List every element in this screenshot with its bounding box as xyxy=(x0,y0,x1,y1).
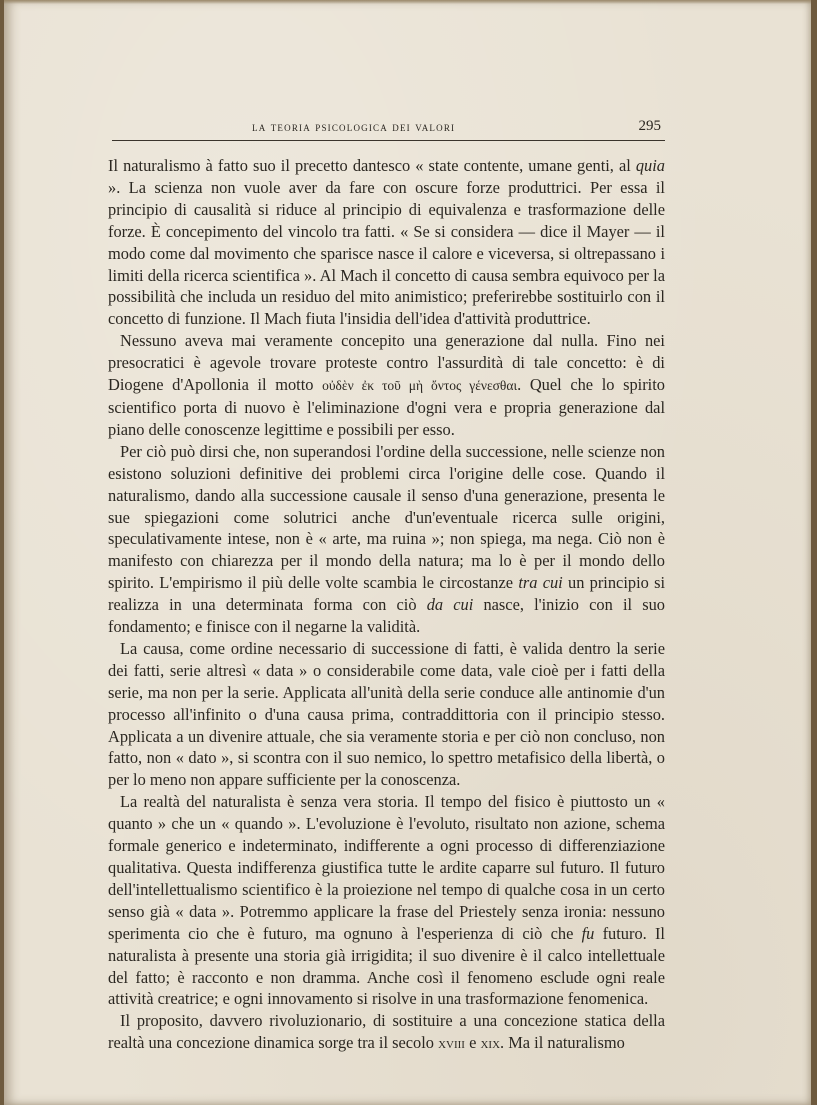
paragraph-text: Il naturalismo à fatto suo il precetto dantesco « state contente, umane genti, al xyxy=(108,156,636,175)
paragraph-4 xyxy=(108,638,665,791)
paragraph-1 xyxy=(108,155,665,330)
paragraph-text: futuro. Il naturalista à presente una storia già irrigidita; il suo divenire è il calco intellettuale del fatto; è racconto e non dramma. Anche così il fenomeno esclude ogni reale attività creatrice; e ogni innovamento si risolve in una trasformazione fenomenica. xyxy=(108,923,665,1009)
page-top-edge xyxy=(4,0,811,4)
page-number: 295 xyxy=(638,118,661,134)
italic-text: fu xyxy=(581,923,595,943)
running-title: la teoria psicologica dei valori xyxy=(252,120,456,134)
paragraph-2 xyxy=(108,330,665,441)
italic-text: quia xyxy=(635,156,665,175)
paragraph-text: un principio si realizza in una determinata forma con ciò xyxy=(108,573,666,615)
paragraph-text: . Ma il naturalismo xyxy=(500,1033,625,1053)
italic-text: da cui xyxy=(426,595,474,615)
paragraph-text: e xyxy=(464,1033,481,1053)
greek-quote: οὐδὲν ἐκ τοῦ μὴ ὄντος γένεσθαι xyxy=(322,378,518,394)
paragraph-5 xyxy=(108,791,665,1010)
paragraph-3 xyxy=(108,441,665,638)
century-numeral: xviii xyxy=(438,1033,465,1053)
paragraph-text: ». La scienza non vuole aver da fare con oscure forze produttrici. Per essa il principio di causalità si riduce al principio di equivalenza e trasformazione delle forze. È concepimento del vincolo tra fatti. « Se si considera — dice il Mayer — il modo come dal movimento che sparisce nasce il calore e viceversa, si oltrepassano i limiti della ricerca scientifica ». Al Mach il concetto di causa sembra equivoco per la possibilità che includa un residuo del mito animistico; preferirebbe sostituirlo con il concetto di funzione. Il Mach fiuta l'insidia dell'idea d'attività produttrice. xyxy=(108,177,665,329)
paragraph-text: La realtà del naturalista è senza vera storia. Il tempo del fisico è piuttosto un « quanto » che un « quando ». L'evoluzione è l'evoluto, risultato non azione, schema formale generico e indeterminato, indifferente a ogni processo di differenziazione qualitativa. Questa indifferenza giustifica tutte le ardite caparre sul futuro. Il futuro dell'intellettualismo scientifico è la proiezione nel tempo di qualche cosa in un certo senso già « data ». Potremmo applicare la frase del Priestely senza ironia: nessuno sperimenta cio che è futuro, ma ognuno à l'esperienza di ciò che xyxy=(108,792,665,943)
paragraph-text: Per ciò può dirsi che, non superandosi l'ordine della successione, nelle scienze non esistono soluzioni definitive dei problemi circa l'origine delle cose. Quando il naturalismo, dando alla successione causale il senso d'una generazione, presenta le sue spiegazioni come solutrici anche d'un'eventuale ricerca sulle origini, speculativamente intese, non è « arte, ma ruina »; non spiega, ma nega. Ciò non è manifesto con chiarezza per il mondo della natura; ma lo è per il mondo dello spirito. L'empirismo il più delle volte scambia le circostanze xyxy=(108,441,665,593)
paragraph-text: La causa, come ordine necessario di successione di fatti, è valida dentro la serie dei fatti, serie altresì « data » o considerabile come data, vale cioè per i fatti della serie, ma non per la serie. Applicata all'unità della serie conduce alle antinomie d'un processo all'infinito o d'una causa prima, contraddittoria con il principio stesso. Applicata a un divenire attuale, che sia veramente storia e per ciò non concluso, non fatto, non « dato », si scontra con il suo nemico, lo spettro metafisico della libertà, o per lo meno non appare sufficiente per la conoscenza. xyxy=(108,638,665,790)
century-numeral: xix xyxy=(480,1033,501,1053)
paragraph-text: Nessuno aveva mai veramente concepito una generazione dal nulla. Fino nei presocratici è agevole trovare proteste contro l'assurdità di tale concetto: è di Diogene d'Apollonia il motto xyxy=(108,331,665,395)
paragraph-text: . Quel che lo spirito scientifico porta di nuovo è l'eliminazione d'ogni vera e propria generazione dal piano delle conoscenze legittime e possibili per esso. xyxy=(108,375,665,439)
paragraph-6 xyxy=(108,1010,665,1054)
running-head xyxy=(112,120,665,141)
italic-text: tra cui xyxy=(518,573,563,593)
body-text xyxy=(108,155,665,1054)
paragraph-text: nasce, l'inizio con il suo fondamento; e finisce con il negarne la validità. xyxy=(108,595,665,637)
paragraph-text: Il proposito, davvero rivoluzionario, di sostituire a una concezione statica della realtà una concezione dinamica sorge tra il secolo xyxy=(108,1011,665,1053)
book-page xyxy=(4,0,811,1105)
